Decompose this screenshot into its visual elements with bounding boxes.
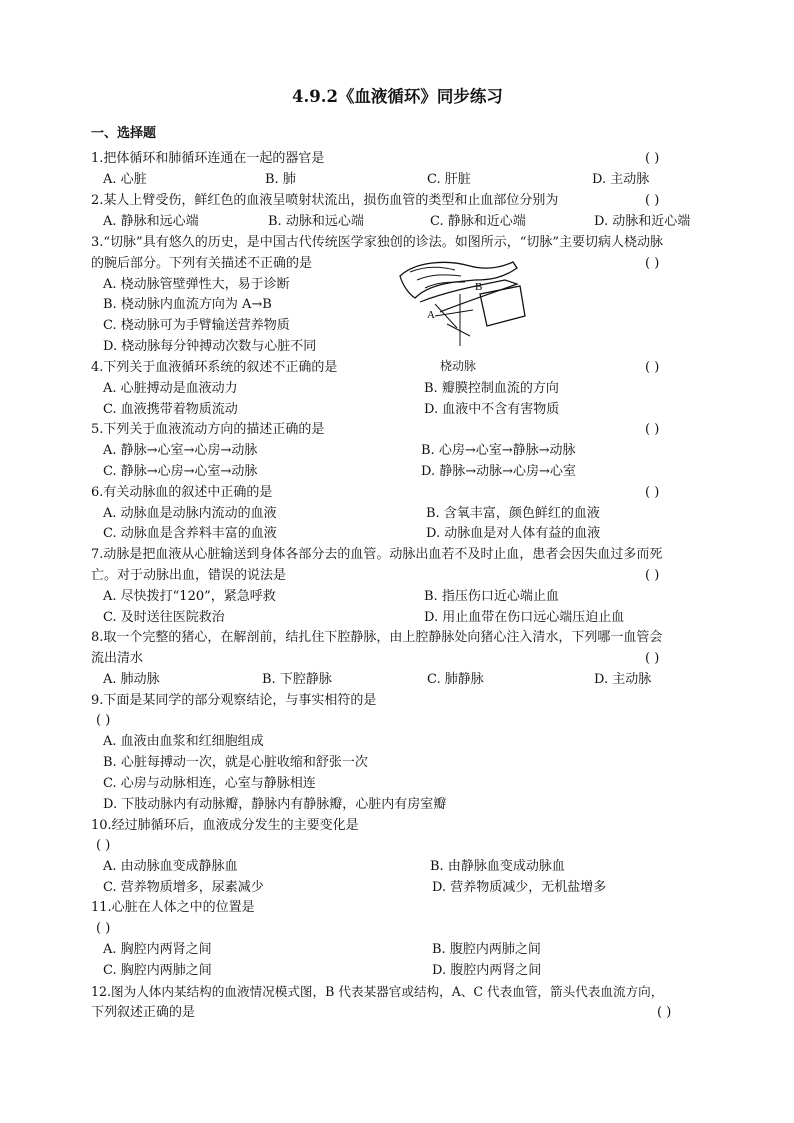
q10-option-a[interactable]: A. 由动脉血变成静脉血 (103, 859, 238, 874)
q7-option-d[interactable]: D. 用止血带在伤口远心端压迫止血 (424, 610, 625, 625)
answer-blank[interactable]: ( ) (645, 193, 660, 208)
q6-option-b[interactable]: B. 含氧丰富，颜色鲜红的血液 (426, 506, 600, 521)
q1-option-b[interactable]: B. 肺 (265, 172, 296, 187)
question-11-stem: 11.心脏在人体之中的位置是 (91, 900, 255, 915)
q8-option-c[interactable]: C. 肺静脉 (427, 672, 484, 687)
answer-blank[interactable]: ( ) (96, 713, 111, 728)
answer-blank[interactable]: ( ) (645, 422, 660, 437)
pointer-line (435, 304, 457, 328)
answer-blank[interactable]: ( ) (96, 838, 111, 853)
question-5-stem: 5.下列关于血液流动方向的描述正确的是 (91, 422, 325, 437)
q10-option-c[interactable]: C. 营养物质增多，尿素减少 (103, 880, 264, 895)
q6-option-c[interactable]: C. 动脉血是含养料丰富的血液 (103, 526, 277, 541)
q2-option-d[interactable]: D. 动脉和近心端 (594, 214, 691, 229)
q8-option-a[interactable]: A. 肺动脉 (103, 672, 160, 687)
question-2-stem: 2.某人上臂受伤，鲜红色的血液呈喷射状流出，损伤血管的类型和止血部位分别为 (91, 193, 559, 208)
page-title: 4.9.2《血液循环》同步练习 (292, 87, 503, 106)
q7-option-b[interactable]: B. 指压伤口近心端止血 (424, 589, 559, 604)
question-9-stem: 9.下面是某同学的部分观察结论，与事实相符的是 (91, 693, 377, 708)
question-8-stem-line1: 8.取一个完整的猪心，在解剖前，结扎住下腔静脉，由上腔静脉处向猪心注入清水，下列哪一血管会 (91, 630, 663, 645)
answer-blank[interactable]: ( ) (657, 1005, 672, 1020)
figure-caption: 桡动脉 (440, 359, 477, 373)
q2-option-a[interactable]: A. 静脉和远心端 (103, 214, 199, 229)
question-3-stem-line1: 3.“切脉”具有悠久的历史，是中国古代传统医学家独创的诊法。如图所示，“切脉”主要切病人桡动脉 (91, 235, 663, 250)
q3-option-d[interactable]: D. 桡动脉每分钟搏动次数与心脏不同 (103, 339, 317, 354)
answer-blank[interactable]: ( ) (645, 568, 660, 583)
q5-option-c[interactable]: C. 静脉→心房→心室→动脉 (103, 464, 258, 479)
q9-option-c[interactable]: C. 心房与动脉相连，心室与静脉相连 (103, 776, 316, 791)
answer-blank[interactable]: ( ) (645, 651, 660, 666)
q9-option-d[interactable]: D. 下肢动脉内有动脉瓣，静脉内有静脉瓣，心脏内有房室瓣 (103, 797, 447, 812)
answer-blank[interactable]: ( ) (645, 256, 660, 271)
q4-option-a[interactable]: A. 心脏搏动是血液动力 (103, 381, 238, 396)
q4-option-c[interactable]: C. 血液携带着物质流动 (103, 402, 238, 417)
question-12-stem-line2: 下列叙述正确的是 (91, 1005, 196, 1020)
q6-option-a[interactable]: A. 动脉血是动脉内流动的血液 (103, 506, 277, 521)
q7-option-c[interactable]: C. 及时送往医院救治 (103, 610, 225, 625)
fig-label-a: A (427, 309, 435, 321)
q9-option-a[interactable]: A. 血液由血浆和红细胞组成 (103, 734, 264, 749)
q11-option-a[interactable]: A. 胸腔内两肾之间 (103, 942, 212, 957)
question-4-stem: 4.下列关于血液循环系统的叙述不正确的是 (91, 360, 338, 375)
q5-option-a[interactable]: A. 静脉→心室→心房→动脉 (103, 443, 258, 458)
q5-option-d[interactable]: D. 静脉→动脉→心房→心室 (421, 464, 576, 479)
q4-option-b[interactable]: B. 瓣膜控制血流的方向 (424, 381, 559, 396)
answer-blank[interactable]: ( ) (96, 921, 111, 936)
answer-blank[interactable]: ( ) (645, 360, 660, 375)
question-7-stem-line2: 亡。对于动脉出血，错误的说法是 (91, 568, 287, 583)
q10-option-d[interactable]: D. 营养物质减少，无机盐增多 (432, 880, 607, 895)
q8-option-d[interactable]: D. 主动脉 (594, 672, 652, 687)
q6-option-d[interactable]: D. 动脉血是对人体有益的血液 (426, 526, 601, 541)
q9-option-b[interactable]: B. 心脏每搏动一次，就是心脏收缩和舒张一次 (103, 755, 368, 770)
q3-option-b[interactable]: B. 桡动脉内血流方向为 A→B (103, 297, 272, 312)
question-10-stem: 10.经过肺循环后，血液成分发生的主要变化是 (91, 818, 359, 833)
q11-option-b[interactable]: B. 腹腔内两肺之间 (432, 942, 541, 957)
answer-blank[interactable]: ( ) (645, 485, 660, 500)
answer-blank[interactable]: ( ) (645, 151, 660, 166)
question-8-stem-line2: 流出清水 (91, 651, 144, 666)
q2-option-c[interactable]: C. 静脉和近心端 (430, 214, 526, 229)
q1-option-d[interactable]: D. 主动脉 (592, 172, 650, 187)
wrist-pulse-figure (395, 254, 530, 354)
question-1-stem: 1.把体循环和肺循环连通在一起的器官是 (91, 151, 325, 166)
question-3-stem-line2: 的腕后部分。下列有关描述不正确的是 (91, 256, 313, 271)
fig-label-b: B (475, 281, 483, 293)
q1-option-a[interactable]: A. 心脏 (103, 172, 147, 187)
question-6-stem: 6.有关动脉血的叙述中正确的是 (91, 485, 273, 500)
question-12-stem-line1: 12.图为人体内某结构的血液情况模式图，B 代表某器官或结构，A、C 代表血管，箭头代表血流方向， (91, 984, 664, 999)
question-7-stem-line1: 7.动脉是把血液从心脏输送到身体各部分去的血管。动脉出血若不及时止血，患者会因失血过多而死 (91, 547, 663, 562)
pointer-line (447, 324, 470, 336)
q11-option-d[interactable]: D. 腹腔内两肾之间 (432, 963, 542, 978)
section-heading: 一、选择题 (91, 126, 157, 141)
q5-option-b[interactable]: B. 心房→心室→静脉→动脉 (421, 443, 576, 458)
q4-option-d[interactable]: D. 血液中不含有害物质 (424, 402, 560, 417)
q11-option-c[interactable]: C. 胸腔内两肺之间 (103, 963, 212, 978)
q10-option-b[interactable]: B. 由静脉血变成动脉血 (430, 859, 565, 874)
q8-option-b[interactable]: B. 下腔静脉 (262, 672, 332, 687)
wrist-pillow (480, 286, 525, 326)
q7-option-a[interactable]: A. 尽快拨打“120”，紧急呼救 (103, 589, 276, 604)
finger-lines (410, 267, 465, 288)
q1-option-c[interactable]: C. 肝脏 (427, 172, 471, 187)
q2-option-b[interactable]: B. 动脉和远心端 (268, 214, 364, 229)
q3-option-a[interactable]: A. 桡动脉管壁弹性大，易于诊断 (103, 277, 290, 292)
q3-option-c[interactable]: C. 桡动脉可为手臂输送营养物质 (103, 318, 290, 333)
